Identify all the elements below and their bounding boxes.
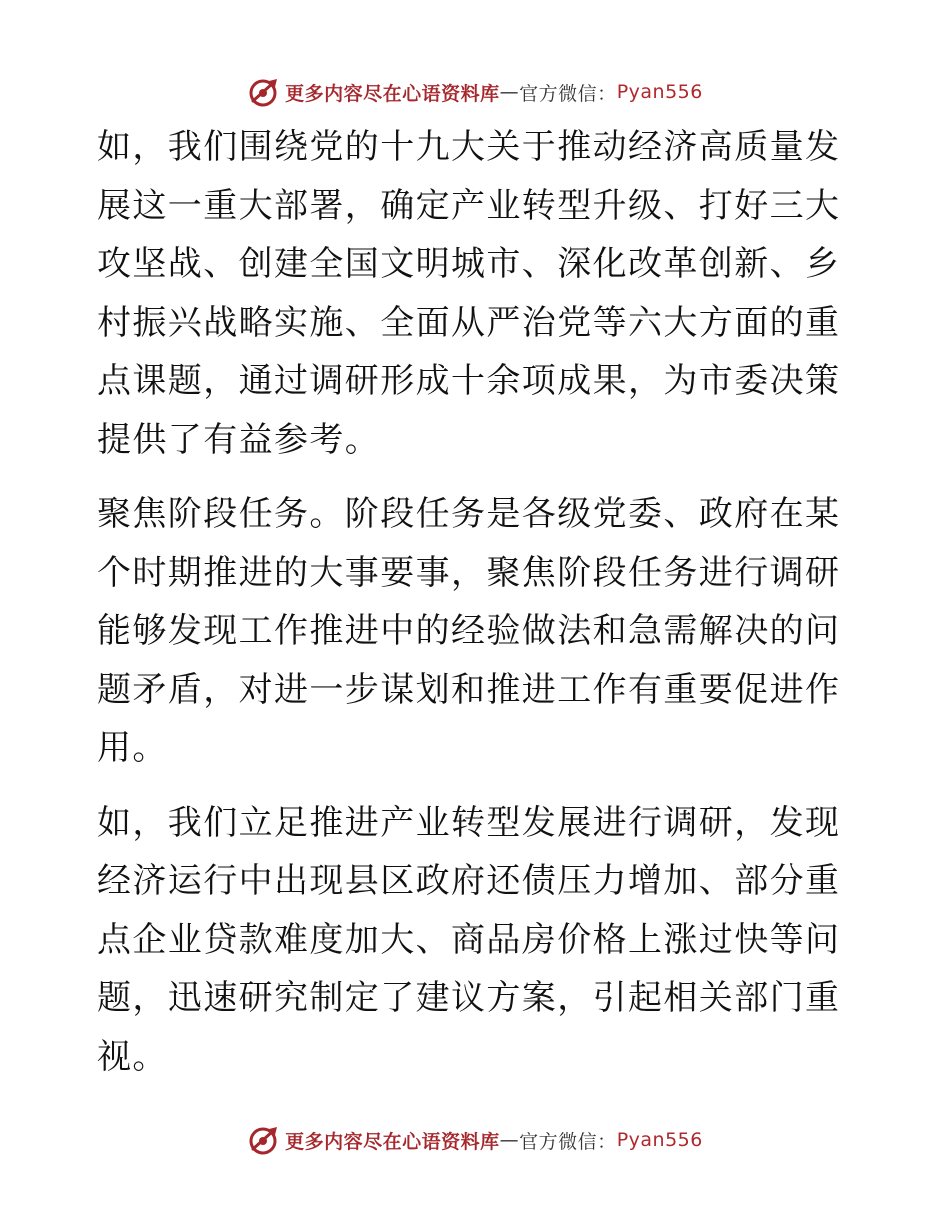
banner-brand: 更多内容尽在心语资料库 <box>285 82 500 105</box>
header-banner <box>0 72 950 112</box>
banner-wechat-id: Pyan556 <box>616 81 703 103</box>
footer-banner-brand: 更多内容尽在心语资料库 <box>285 1130 500 1153</box>
brand-logo-icon <box>247 75 281 109</box>
paragraph-2: 聚焦阶段任务。阶段任务是各级党委、政府在某个时期推进的大事要事，聚焦阶段任务进行调研能够发现工作推进中的经验做法和急需解决的问题矛盾，对进一步谋划和推进工作有重要促进作用。 <box>97 494 841 768</box>
footer-banner <box>0 1120 950 1160</box>
footer-banner-wechat-label: 官方微信： <box>519 1130 617 1153</box>
document-body <box>97 118 857 1102</box>
banner-wechat-label: 官方微信： <box>519 82 617 105</box>
paragraph-3: 如，我们立足推进产业转型发展进行调研，发现经济运行中出现县区政府还债压力增加、部分重点企业贷款难度加大、商品房价格上涨过快等问题，迅速研究制定了建议方案，引起相关部门重视。 <box>97 802 841 1077</box>
footer-banner-wechat-id: Pyan556 <box>616 1129 703 1151</box>
footer-banner-separator: — <box>499 1129 520 1151</box>
banner-separator: — <box>499 81 520 103</box>
brand-logo-icon <box>247 1123 281 1157</box>
paragraph-1: 如，我们围绕党的十九大关于推动经济高质量发展这一重大部署，确定产业转型升级、打好三大攻坚战、创建全国文明城市、深化改革创新、乡村振兴战略实施、全面从严治党等六大方面的重点课题，通过调研形成十余项成果，为市委决策提供了有益参考。 <box>97 127 841 460</box>
